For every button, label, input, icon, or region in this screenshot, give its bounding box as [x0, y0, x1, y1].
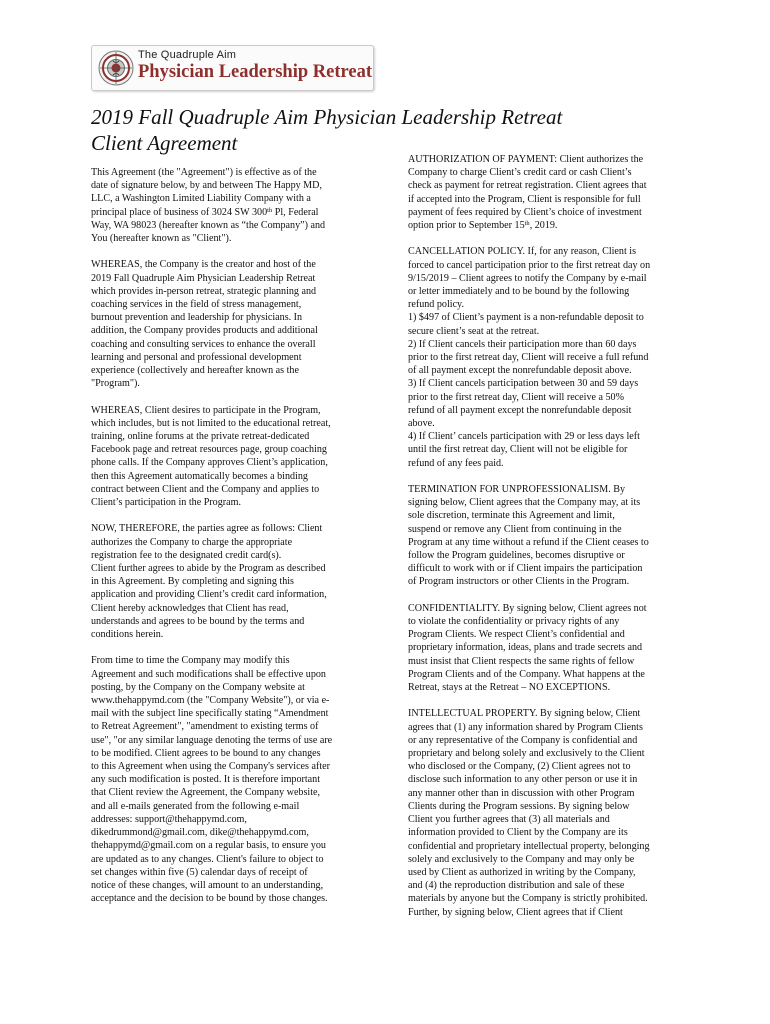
text-line: set changes within five (5) calendar days of receipt of	[91, 866, 308, 878]
text-line: disclose such information to any other person or use it in	[408, 774, 638, 786]
text-line: mail with the subject line specifically stating “Amendment	[91, 708, 329, 720]
text-line: refund of any fees paid.	[408, 457, 504, 469]
text-line: Client’s participation in the Program.	[91, 497, 241, 509]
text-line: in this Agreement. By completing and signing this	[91, 576, 294, 588]
text-line: TERMINATION FOR UNPROFESSIONALISM. By	[408, 484, 626, 496]
text-line: sole discretion, terminate this Agreement and limit,	[408, 510, 615, 522]
text-line: understands and agrees to be bound by the terms and	[91, 615, 305, 627]
text-line: thehappymd@gmail.com on a regular basis, to ensure you	[91, 840, 326, 852]
text-line: experience (collectively and hereafter known as the	[91, 365, 299, 377]
text-line: agrees that (1) any information shared by Program Clients	[408, 721, 643, 733]
text-line: Client further agrees to abide by the Program as described	[91, 563, 326, 575]
logo-wordmark-text: Physician Leadership Retreat	[138, 62, 372, 82]
paragraph	[408, 483, 684, 589]
text-line: to be modified. Client agrees to be bound to any changes	[91, 747, 321, 759]
text-line: From time to time the Company may modify this	[91, 655, 290, 667]
text-line: information provided to Client by the Company are its	[408, 827, 628, 839]
text-line: Client hereby acknowledges that Client has read,	[91, 602, 289, 614]
text-line: notice of these changes, will amount to an understanding,	[91, 879, 324, 891]
text-line: Clients during the Program sessions. By signing below	[408, 800, 630, 812]
text-line: to violate the confidentiality or privacy rights of any	[408, 616, 620, 628]
text-line: and all e-mails generated from the following e-mail	[91, 800, 300, 812]
text-line: 1) $497 of Client’s payment is a non-refundable deposit to	[408, 312, 644, 324]
text-line: conditions herein.	[91, 629, 164, 641]
text-line: or any representative of the Company is confidential and	[408, 734, 638, 746]
text-line: Program at any time without a refund if the Client ceases to	[408, 536, 649, 548]
text-line: Company to charge Client’s credit card or cash Client’s	[408, 167, 632, 179]
logo-tagline	[138, 49, 236, 61]
text-line: Retreat, stays at the Retreat – NO EXCEPTIONS.	[408, 682, 611, 694]
text-line: payment of fees required by Client’s choice of investment	[408, 206, 642, 218]
text-line: proprietary information, ideas, plans and trade secrets and	[408, 642, 643, 654]
text-line: prior to the first retreat day, Client will receive a 50%	[408, 391, 624, 403]
text-line: 9/15/2019 – Client agrees to notify the Company by e-mail	[408, 272, 647, 284]
text-line: or letter immediately and to be bound by the following	[408, 286, 630, 298]
text-line: WHEREAS, the Company is the creator and host of the	[91, 259, 316, 271]
text-line: This Agreement (the "Agreement") is effective as of the	[91, 167, 317, 178]
right-column	[408, 153, 684, 932]
document-title	[91, 104, 691, 156]
title-line: Client Agreement	[91, 131, 238, 155]
paragraph	[91, 522, 376, 641]
text-line: registration fee to the designated credit card(s).	[91, 549, 282, 561]
text-line: date of signature below, by and between The Happy MD,	[91, 180, 322, 192]
text-line: must insist that Client respects the same rights of fellow	[408, 655, 635, 667]
text-line: Agreement and such modifications shall be effective upon	[91, 668, 326, 680]
text-line: 4) If Client’ cancels participation with 29 or less days left	[408, 431, 640, 443]
text-line: proprietary and belong solely and exclusively to the Client	[408, 748, 645, 760]
text-line: signing below, Client agrees that the Company may, at its	[408, 497, 641, 509]
text-line: "Program").	[91, 378, 140, 390]
paragraph	[408, 153, 684, 232]
text-line: Facebook page and retreat resources page, group coaching	[91, 444, 327, 456]
text-line: CANCELLATION POLICY. If, for any reason, Client is	[408, 246, 637, 258]
title-line: 2019 Fall Quadruple Aim Physician Leadership Retreat	[91, 105, 563, 129]
text-line: principal place of business of 3024 SW 300th Pl, Federal	[91, 206, 319, 218]
text-line: use", "or any similar language denoting the terms of use are	[91, 734, 333, 746]
paragraph	[91, 258, 376, 390]
text-line: INTELLECTUAL PROPERTY. By signing below, Client	[408, 708, 641, 720]
text-line: who disclosed or the Company, (2) Client agrees not to	[408, 761, 631, 773]
text-line: phone calls. If the Company approves Client’s application,	[91, 457, 328, 469]
paragraph	[408, 245, 684, 469]
text-line: coaching and consulting services to enhance the overall	[91, 338, 316, 350]
text-line: acceptance and the decision to be bound by those changes.	[91, 893, 328, 905]
text-line: any such modification is posted. It is therefore important	[91, 774, 321, 786]
text-line: authorizes the Company to charge the appropriate	[91, 536, 293, 548]
text-line: Program Clients. We respect Client’s confidential and	[408, 629, 625, 641]
paragraph	[408, 602, 684, 694]
text-line: NOW, THEREFORE, the parties agree as follows: Client	[91, 523, 323, 535]
text-line: 2) If Client cancels their participation more than 60 days	[408, 338, 637, 350]
text-line: to this Agreement when using the Company's services after	[91, 761, 330, 773]
text-line: any manner other than in discussion with other Program	[408, 787, 635, 799]
text-line: Client you further agrees that (3) all materials and	[408, 814, 610, 826]
text-line: refund policy.	[408, 299, 464, 311]
text-line: and (4) the reproduction distribution and sale of these	[408, 880, 625, 892]
text-line: are updated as to any changes. Client's failure to object to	[91, 853, 324, 865]
logo-tagline-text: The Quadruple Aim	[138, 49, 237, 61]
text-line: 2019 Fall Quadruple Aim Physician Leadership Retreat	[91, 272, 316, 284]
text-line: burnout prevention and leadership for physicians. In	[91, 312, 303, 324]
text-line: check as payment for retreat registration. Client agrees that	[408, 180, 647, 192]
text-line: solely and exclusively to the Company and may only be	[408, 853, 635, 865]
text-line: www.thehappymd.com (the "Company Website"), or via e-	[91, 695, 330, 707]
left-column	[91, 166, 376, 919]
text-line: secure client’s seat at the retreat.	[408, 325, 540, 337]
text-line: used by Client as authorized in writing by the Company,	[408, 866, 636, 878]
text-line: You (hereafter known as "Client").	[91, 233, 232, 245]
text-line: forced to cancel participation prior to the first retreat day on	[408, 259, 651, 271]
text-line: learning and personal and professional development	[91, 351, 302, 363]
paragraph	[91, 404, 376, 510]
text-line: prior to the first retreat day, Client will receive a full refund	[408, 352, 649, 364]
text-line: suspend or remove any Client from continuing in the	[408, 523, 622, 535]
text-line: if accepted into the Program, Client is responsible for full	[408, 193, 641, 205]
text-line: to Retreat Agreement", "amendment to existing terms of	[91, 721, 319, 733]
retreat-logo	[91, 45, 374, 91]
text-line: Further, by signing below, Client agrees that if Client	[408, 906, 623, 918]
text-line: application and providing Client’s credit card information,	[91, 589, 327, 601]
text-line: addresses: support@thehappymd.com,	[91, 813, 247, 825]
text-line: addition, the Company provides products and additional	[91, 325, 318, 337]
text-line: which provides in-person retreat, strategic planning and	[91, 285, 317, 297]
text-line: 3) If Client cancels participation between 30 and 59 days	[408, 378, 639, 390]
text-line: training, online forums at the private retreat-dedicated	[91, 431, 310, 443]
paragraph	[91, 166, 376, 245]
text-line: of Program instructors or other Clients in the Program.	[408, 576, 630, 588]
text-line: WHEREAS, Client desires to participate in the Program,	[91, 404, 321, 416]
paragraph	[408, 707, 684, 918]
text-line: materials by anyone but the Company is strictly prohibited.	[408, 893, 648, 905]
text-line: posting, by the Company on the Company website at	[91, 681, 305, 693]
text-line: then this Agreement automatically becomes a binding	[91, 470, 308, 482]
text-line: coaching services in the field of stress management,	[91, 299, 302, 311]
text-line: difficult to work with or if Client impairs the participation	[408, 563, 643, 575]
text-line: above.	[408, 418, 435, 430]
text-line: option prior to September 15th, 2019.	[408, 220, 558, 232]
text-line: follow the Program guidelines, becomes disruptive or	[408, 550, 625, 562]
logo-wordmark	[138, 62, 372, 83]
text-line: Program Clients and of the Company. What happens at the	[408, 668, 645, 680]
paragraph	[91, 654, 376, 905]
text-line: Way, WA 98023 (hereafter known as “the Company”) and	[91, 219, 326, 231]
text-line: refund of all payment except the nonrefundable deposit	[408, 404, 632, 416]
text-line: dikedrummond@gmail.com, dike@thehappymd.com,	[91, 827, 309, 839]
text-line: confidential and proprietary intellectual property, belonging	[408, 840, 650, 852]
text-line: which includes, but is not limited to the educational retreat,	[91, 417, 331, 429]
target-emblem-icon	[98, 50, 134, 86]
text-line: that Client review the Agreement, the Company website,	[91, 787, 321, 799]
text-line: LLC, a Washington Limited Liability Company with a	[91, 193, 311, 205]
text-line: AUTHORIZATION OF PAYMENT: Client authorizes the	[408, 154, 644, 165]
text-line: contract between Client and the Company and applies to	[91, 483, 320, 495]
text-line: until the first retreat day, Client will not be eligible for	[408, 444, 628, 456]
text-line: CONFIDENTIALITY. By signing below, Client agrees not	[408, 602, 647, 614]
text-line: of all payment except the nonrefundable deposit above.	[408, 365, 632, 377]
